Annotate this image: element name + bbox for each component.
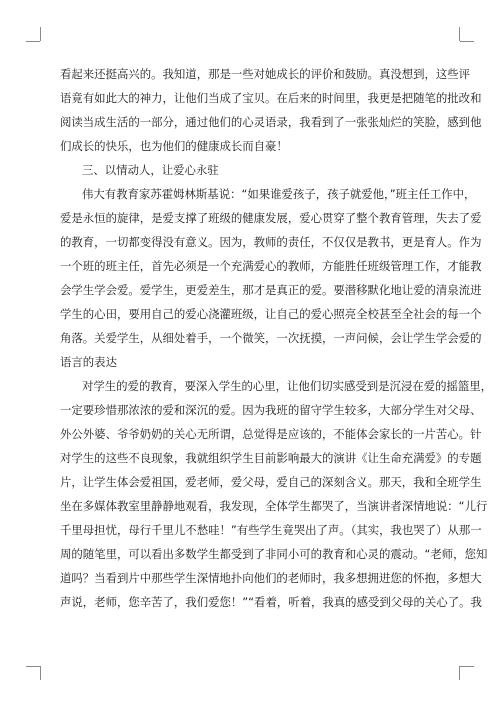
text-line: 坐在多媒体教室里静静地观看，我发现，全体学生都哭了，当演讲者深情地说：“儿行 — [60, 499, 488, 513]
text-line: 外公外婆、爷爷奶奶的关心无所谓，总觉得是应该的，不能体会家长的一片苦心。针 — [60, 427, 482, 441]
text-line: 们成长的快乐，也为他们的健康成长而自豪！ — [60, 139, 288, 153]
text-line: 会学生学会爱。爱学生，更爱差生，那才是真正的爱。要潜移默化地让爱的清泉流进 — [60, 283, 482, 297]
text-line: 看起来还挺高兴的。我知道，那是一些对她成长的评价和鼓励。真没想到，这些评 — [60, 67, 471, 81]
text-line: 对学生的爱的教育，要深入学生的心里，让他们切实感受到是沉浸在爱的摇篮里， — [82, 379, 493, 393]
text-line: 对学生的这些不良现象，我就组织学生目前影响最大的演讲《让生命充满爱》的专题 — [60, 451, 482, 465]
text-line: 阅读当成生活的一部分，通过他们的心灵语录，我看到了一张张灿烂的笑脸，感到他 — [60, 115, 482, 129]
text-line: 声说，老师，您辛苦了，我们爱您！”“看着，听着，我真的感受到父母的关心了。我 — [60, 595, 482, 609]
section-heading: 三、以情动人，让爱心永驻 — [82, 163, 219, 177]
crop-mark-top-right — [460, 41, 474, 42]
text-line: 的教育，一切都变得没有意义。因为，教师的责任，不仅仅是教书，更是育人。作为 — [60, 235, 482, 249]
crop-mark-top-left — [40, 27, 41, 41]
crop-mark-bottom-right — [460, 666, 474, 667]
crop-mark-bottom-left — [40, 666, 41, 680]
text-line: 周的随笔里，可以看出多数学生都受到了非同小可的教育和心灵的震动。“老师，您知 — [60, 547, 488, 561]
crop-mark-top-left — [26, 41, 40, 42]
text-line: 一定要珍惜那浓浓的爱和深沉的爱。因为我班的留守学生较多，大部分学生对父母、 — [60, 403, 482, 417]
crop-mark-bottom-right — [459, 666, 460, 680]
text-line: 千里母担忧，母行千里儿不愁哇！”有些学生竟哭出了声。（其实，我也哭了）从那一 — [60, 523, 482, 537]
text-line: 爱是永恒的旋律，是爱支撑了班级的健康发展，爱心贯穿了整个教育管理，失去了爱 — [60, 211, 482, 225]
text-line: 片，让学生体会爱祖国，爱老师，爱父母，爱自己的深刻含义。那天，我和全班学生 — [60, 475, 482, 489]
text-line: 道吗？当看到片中那些学生深情地扑向他们的老师时，我多想拥进您的怀抱，多想大 — [60, 571, 482, 585]
text-line: 角落。关爱学生，从细处着手，一个微笑，一次抚摸，一声问候，会让学生学会爱的 — [60, 331, 482, 345]
crop-mark-top-right — [459, 27, 460, 41]
text-line: 学生的心田，要用自己的爱心浇灌班级，让自己的爱心照亮全校甚至全社会的每一个 — [60, 307, 482, 321]
text-line: 语言的表达 — [60, 355, 117, 369]
text-line: 伟大有教育家苏霍姆林斯基说：“如果谁爱孩子，孩子就爱他，”班主任工作中， — [82, 187, 476, 201]
text-line: 语竟有如此大的神力，让他们当成了宝贝。在后来的时间里，我更是把随笔的批改和 — [60, 91, 482, 105]
text-line: 一个班的班主任，首先必须是一个充满爱心的教师，方能胜任班级管理工作，才能教 — [60, 259, 482, 273]
crop-mark-bottom-left — [26, 666, 40, 667]
